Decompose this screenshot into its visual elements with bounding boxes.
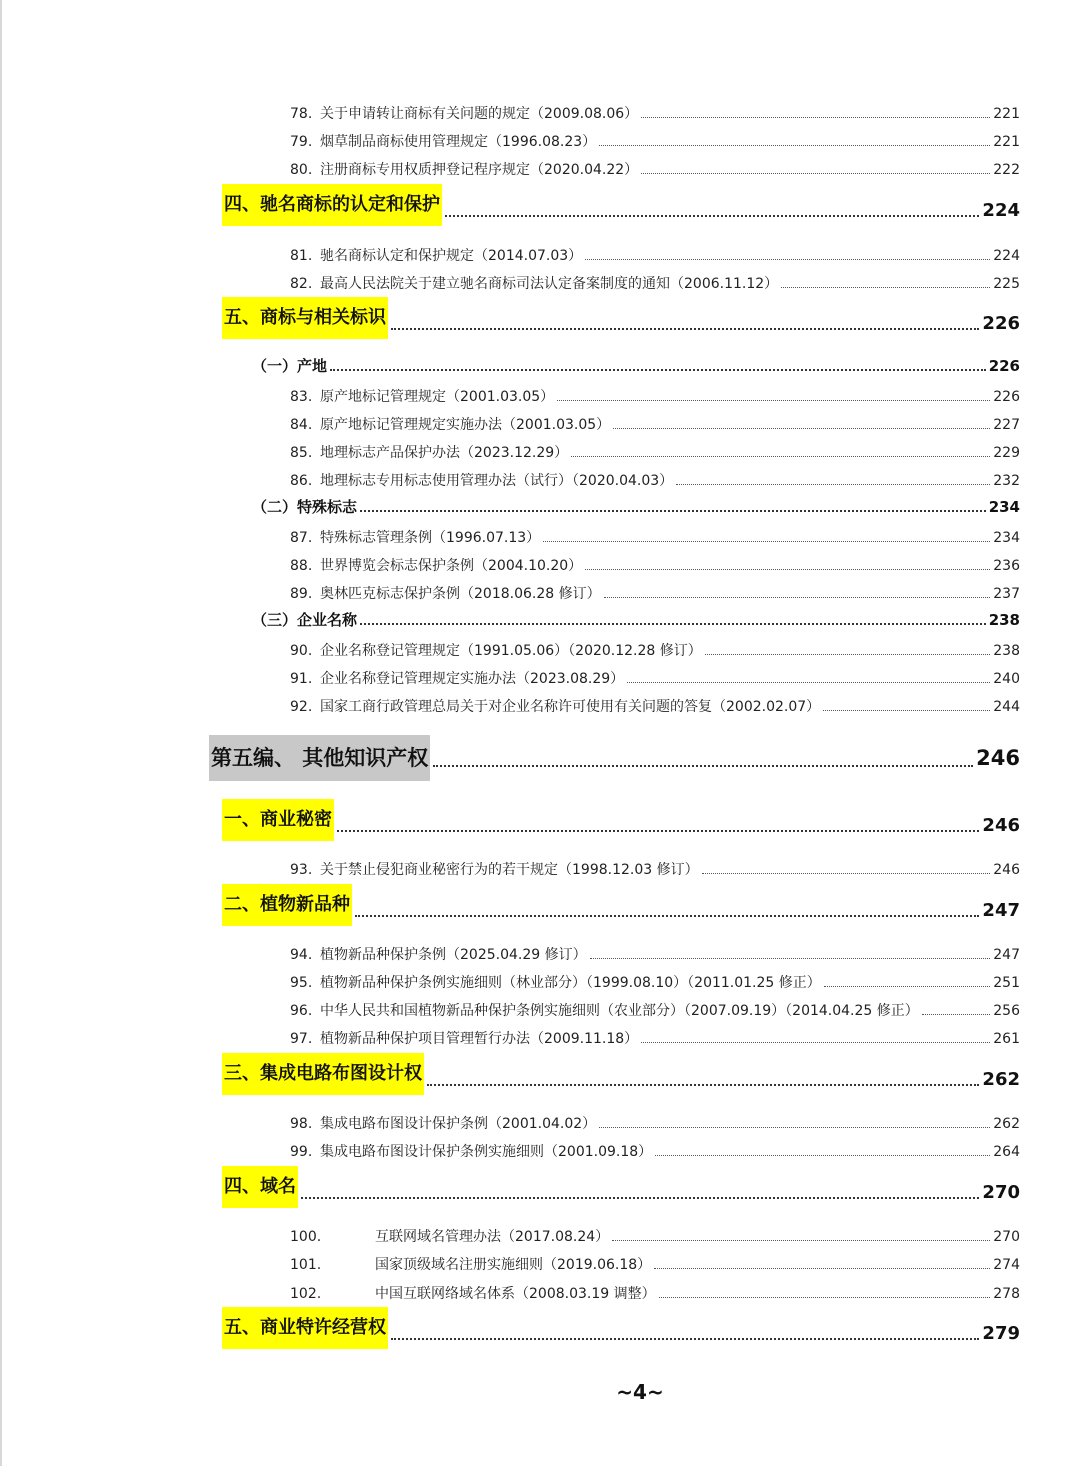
- entry-title: 最高人民法院关于建立驰名商标司法认定备案制度的通知（2006.11.12）: [320, 276, 779, 292]
- dot-leader: [655, 1155, 990, 1156]
- dot-leader: [557, 400, 990, 401]
- dot-leader: [641, 173, 990, 174]
- entry-title: 国家顶级域名注册实施细则（2019.06.18）: [375, 1257, 652, 1273]
- entry-title: 集成电路布图设计保护条例（2001.04.02）: [320, 1116, 597, 1132]
- dot-leader: [585, 259, 990, 260]
- toc-section-heading[interactable]: [222, 309, 1020, 339]
- dot-leader: [705, 654, 991, 655]
- dot-leader: [585, 569, 990, 570]
- toc-subheading[interactable]: [252, 496, 1020, 518]
- dot-leader: [659, 1297, 991, 1298]
- dot-leader: [641, 1042, 990, 1043]
- entry-page-number: 226: [993, 389, 1020, 405]
- toc-entry[interactable]: [290, 440, 1020, 462]
- subheading-page-number: 234: [988, 498, 1020, 516]
- dot-leader: [599, 145, 990, 146]
- dot-leader: [641, 117, 990, 118]
- toc-entry[interactable]: [290, 157, 1020, 179]
- toc-entry[interactable]: [290, 1224, 1020, 1246]
- entry-page-number: 244: [993, 699, 1020, 715]
- dot-leader: [391, 328, 979, 330]
- toc-entry[interactable]: [290, 129, 1020, 151]
- toc-entry[interactable]: [290, 1252, 1020, 1274]
- entry-number: 98.: [290, 1116, 313, 1132]
- dot-leader: [543, 541, 990, 542]
- entry-page-number: 264: [993, 1144, 1020, 1160]
- toc-entry[interactable]: [290, 998, 1020, 1020]
- toc-entry[interactable]: [290, 271, 1020, 293]
- toc-entry[interactable]: [290, 553, 1020, 575]
- entry-title: 植物新品种保护项目管理暂行办法（2009.11.18）: [320, 1031, 639, 1047]
- entry-number: 83.: [290, 389, 313, 405]
- dot-leader: [612, 1240, 990, 1241]
- entry-title: 原产地标记管理规定（2001.03.05）: [320, 389, 555, 405]
- entry-page-number: 274: [993, 1257, 1020, 1273]
- entry-page-number: 251: [993, 975, 1020, 991]
- entry-page-number: 229: [993, 445, 1020, 461]
- toc-entry[interactable]: [290, 581, 1020, 603]
- entry-number: 82.: [290, 276, 313, 292]
- dot-leader: [337, 830, 979, 832]
- entry-page-number: 237: [993, 586, 1020, 602]
- section-title: 五、商标与相关标识: [222, 297, 388, 339]
- entry-title: 世界博览会标志保护条例（2004.10.20）: [320, 558, 583, 574]
- entry-title: 中国互联网络域名体系（2008.03.19 调整）: [375, 1286, 656, 1302]
- entry-title: 烟草制品商标使用管理规定（1996.08.23）: [320, 134, 597, 150]
- toc-section-heading[interactable]: [222, 196, 1020, 226]
- entry-number: 80.: [290, 162, 313, 178]
- entry-page-number: 236: [993, 558, 1020, 574]
- entry-number: 91.: [290, 671, 313, 687]
- entry-number: 100.: [290, 1229, 322, 1245]
- entry-page-number: 238: [993, 643, 1020, 659]
- entry-title: 企业名称登记管理规定实施办法（2023.08.29）: [320, 671, 625, 687]
- entry-page-number: 262: [993, 1116, 1020, 1132]
- dot-leader: [301, 1197, 979, 1199]
- entry-title: 原产地标记管理规定实施办法（2001.03.05）: [320, 417, 611, 433]
- entry-number: 93.: [290, 862, 313, 878]
- dot-leader: [360, 510, 986, 512]
- subheading-title: （一）产地: [252, 357, 328, 375]
- toc-entry[interactable]: [290, 243, 1020, 265]
- entry-number: 79.: [290, 134, 313, 150]
- entry-page-number: 221: [993, 134, 1020, 150]
- section-page-number: 279: [982, 1323, 1020, 1344]
- dot-leader: [824, 986, 991, 987]
- section-page-number: 246: [982, 815, 1020, 836]
- entry-number: 92.: [290, 699, 313, 715]
- entry-page-number: 240: [993, 671, 1020, 687]
- entry-title: 植物新品种保护条例实施细则（林业部分）（1999.08.10）（2011.01.25 修正）: [320, 975, 821, 991]
- section-page-number: 262: [982, 1069, 1020, 1090]
- part-page-number: 246: [976, 746, 1020, 770]
- entry-number: 90.: [290, 643, 313, 659]
- entry-title: 驰名商标认定和保护规定（2014.07.03）: [320, 248, 583, 264]
- toc-section-heading[interactable]: [222, 1178, 1020, 1208]
- entry-title: 植物新品种保护条例（2025.04.29 修订）: [320, 947, 587, 963]
- dot-leader: [427, 1084, 979, 1086]
- dot-leader: [781, 287, 990, 288]
- entry-number: 97.: [290, 1031, 313, 1047]
- toc-section-heading[interactable]: [222, 811, 1020, 841]
- entry-title: 企业名称登记管理规定（1991.05.06）（2020.12.28 修订）: [320, 643, 702, 659]
- toc-entry[interactable]: [290, 384, 1020, 406]
- subheading-page-number: 238: [988, 611, 1020, 629]
- section-title: 三、集成电路布图设计权: [222, 1053, 424, 1095]
- section-title: 四、驰名商标的认定和保护: [222, 184, 442, 226]
- dot-leader: [676, 484, 990, 485]
- toc-entry[interactable]: [290, 638, 1020, 660]
- entry-page-number: 222: [993, 162, 1020, 178]
- toc-section-heading[interactable]: [222, 1319, 1020, 1349]
- toc-entry[interactable]: [290, 525, 1020, 547]
- toc-entry[interactable]: [290, 970, 1020, 992]
- dot-leader: [433, 765, 973, 767]
- toc-part-heading[interactable]: [209, 735, 1020, 781]
- section-page-number: 270: [982, 1182, 1020, 1203]
- subheading-title: （二）特殊标志: [252, 498, 358, 516]
- toc-entry[interactable]: [290, 694, 1020, 716]
- subheading-page-number: 226: [988, 357, 1020, 375]
- toc-entry[interactable]: [290, 101, 1020, 123]
- dot-leader: [571, 456, 990, 457]
- dot-leader: [654, 1268, 990, 1269]
- entry-title: 地理标志专用标志使用管理办法（试行）（2020.04.03）: [320, 473, 674, 489]
- entry-title: 中华人民共和国植物新品种保护条例实施细则（农业部分）（2007.09.19）（2014.04.25 修正）: [320, 1003, 919, 1019]
- toc-section-heading[interactable]: [222, 896, 1020, 926]
- dot-leader: [590, 958, 991, 959]
- entry-page-number: 246: [993, 862, 1020, 878]
- entry-number: 78.: [290, 106, 313, 122]
- entry-number: 95.: [290, 975, 313, 991]
- dot-leader: [330, 369, 986, 371]
- toc-entry[interactable]: [290, 1026, 1020, 1048]
- toc-subheading[interactable]: [252, 609, 1020, 631]
- part-title: 第五编、 其他知识产权: [209, 735, 430, 781]
- dot-leader: [922, 1014, 991, 1015]
- entry-page-number: 234: [993, 530, 1020, 546]
- toc-entry[interactable]: [290, 412, 1020, 434]
- entry-page-number: 270: [993, 1229, 1020, 1245]
- entry-number: 99.: [290, 1144, 313, 1160]
- entry-number: 85.: [290, 445, 313, 461]
- entry-page-number: 247: [993, 947, 1020, 963]
- dot-leader: [599, 1127, 990, 1128]
- entry-number: 84.: [290, 417, 313, 433]
- entry-title: 国家工商行政管理总局关于对企业名称许可使用有关问题的答复（2002.02.07）: [320, 699, 821, 715]
- entry-title: 地理标志产品保护办法（2023.12.29）: [320, 445, 569, 461]
- section-title: 四、域名: [222, 1166, 298, 1208]
- entry-page-number: 261: [993, 1031, 1020, 1047]
- dot-leader: [604, 597, 991, 598]
- entry-title: 特殊标志管理条例（1996.07.13）: [320, 530, 541, 546]
- entry-title: 互联网域名管理办法（2017.08.24）: [375, 1229, 610, 1245]
- entry-number: 89.: [290, 586, 313, 602]
- entry-number: 102.: [290, 1286, 322, 1302]
- subheading-title: （三）企业名称: [252, 611, 358, 629]
- dot-leader: [627, 682, 990, 683]
- entry-title: 关于禁止侵犯商业秘密行为的若干规定（1998.12.03 修订）: [320, 862, 699, 878]
- entry-number: 96.: [290, 1003, 313, 1019]
- section-page-number: 226: [982, 313, 1020, 334]
- section-title: 五、商业特许经营权: [222, 1307, 388, 1349]
- section-title: 一、商业秘密: [222, 799, 334, 841]
- entry-number: 88.: [290, 558, 313, 574]
- toc-entry[interactable]: [290, 666, 1020, 688]
- toc-entry[interactable]: [290, 857, 1020, 879]
- entry-number: 86.: [290, 473, 313, 489]
- toc-entry[interactable]: [290, 942, 1020, 964]
- dot-leader: [360, 623, 986, 625]
- dot-leader: [391, 1338, 979, 1340]
- section-title: 二、植物新品种: [222, 884, 352, 926]
- entry-title: 奥林匹克标志保护条例（2018.06.28 修订）: [320, 586, 601, 602]
- entry-title: 集成电路布图设计保护条例实施细则（2001.09.18）: [320, 1144, 653, 1160]
- dot-leader: [613, 428, 990, 429]
- dot-leader: [355, 915, 979, 917]
- entry-number: 87.: [290, 530, 313, 546]
- entry-page-number: 227: [993, 417, 1020, 433]
- entry-page-number: 221: [993, 106, 1020, 122]
- entry-number: 81.: [290, 248, 313, 264]
- entry-page-number: 225: [993, 276, 1020, 292]
- toc-entry[interactable]: [290, 1111, 1020, 1133]
- entry-title: 注册商标专用权质押登记程序规定（2020.04.22）: [320, 162, 639, 178]
- section-page-number: 224: [982, 200, 1020, 221]
- dot-leader: [823, 710, 990, 711]
- entry-number: 101.: [290, 1257, 322, 1273]
- entry-number: 94.: [290, 947, 313, 963]
- entry-page-number: 224: [993, 248, 1020, 264]
- entry-page-number: 256: [993, 1003, 1020, 1019]
- entry-title: 关于申请转让商标有关问题的规定（2009.08.06）: [320, 106, 639, 122]
- dot-leader: [702, 873, 991, 874]
- toc-section-heading[interactable]: [222, 1065, 1020, 1095]
- toc-entry[interactable]: [290, 1139, 1020, 1161]
- dot-leader: [445, 215, 979, 217]
- entry-page-number: 232: [993, 473, 1020, 489]
- toc-entry[interactable]: [290, 1281, 1020, 1303]
- toc-subheading[interactable]: [252, 355, 1020, 377]
- page-footer-number: ~4~: [616, 1380, 664, 1404]
- toc-entry[interactable]: [290, 468, 1020, 490]
- entry-page-number: 278: [993, 1286, 1020, 1302]
- section-page-number: 247: [982, 900, 1020, 921]
